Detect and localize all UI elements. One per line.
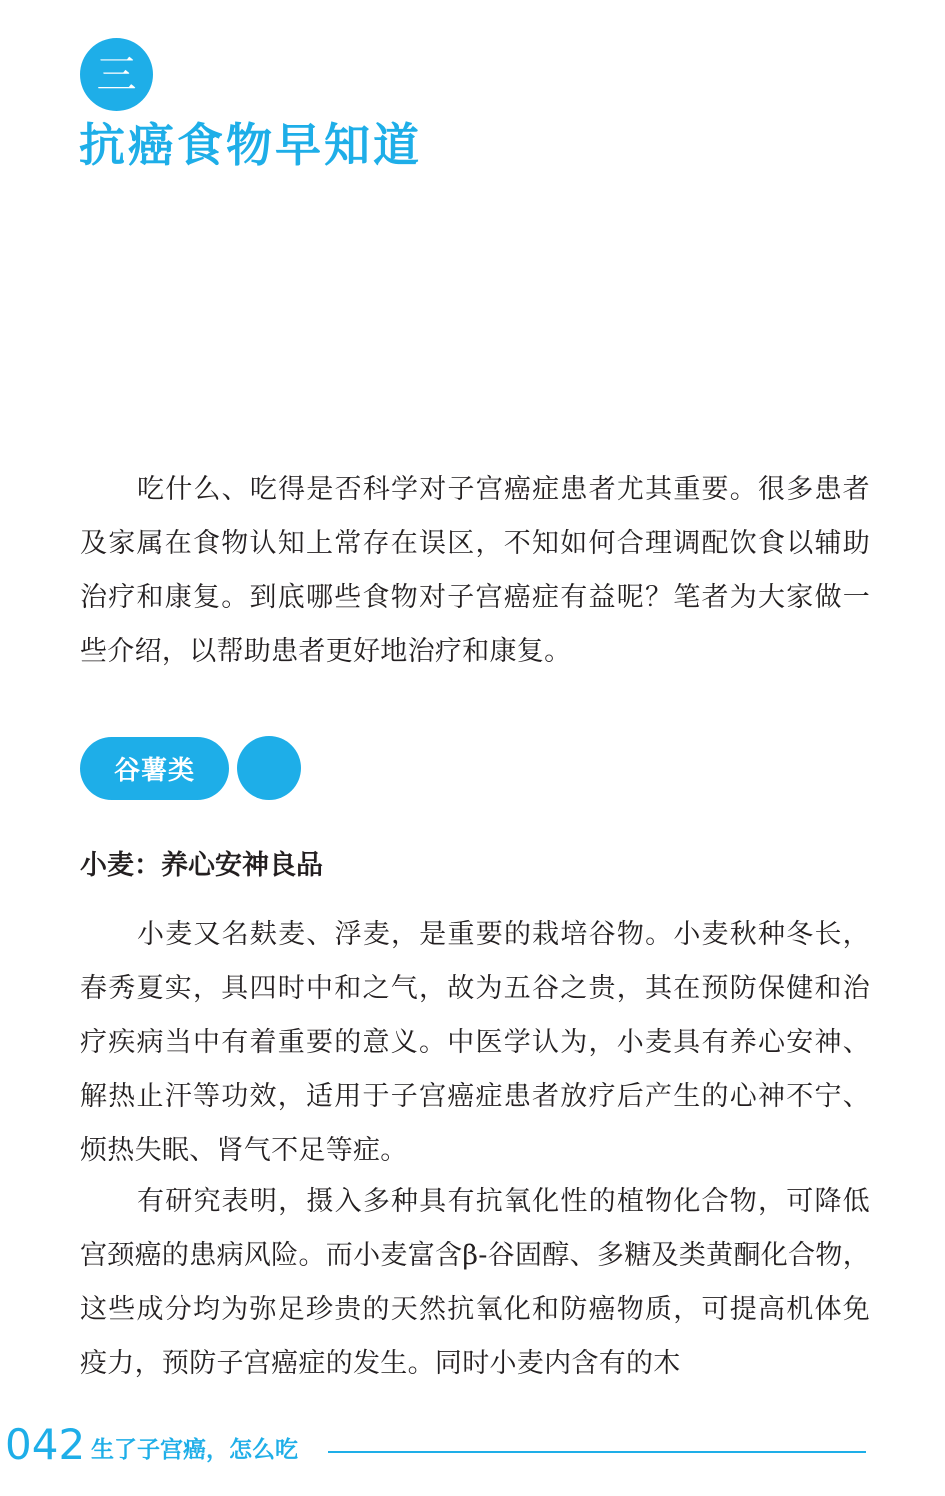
wheat-paragraph-2: 有研究表明，摄入多种具有抗氧化性的植物化合物，可降低宫颈癌的患病风险。而小麦富含β-谷固醇、多糖及类黄酮化合物，这些成分均为弥足珍贵的天然抗氧化和防癌物质，可提高机体免疫力，预防子宫癌症的发生。同时小麦内含有的木 [80, 1186, 870, 1379]
section-decor-dot [237, 736, 301, 800]
intro-paragraph: 吃什么、吃得是否科学对子宫癌症患者尤其重要。很多患者及家属在食物认知上常存在误区，不知如何合理调配饮食以辅助治疗和康复。到底哪些食物对子宫癌症有益呢？笔者为大家做一些介绍，以帮助患者更好地治疗和康复。 [80, 474, 870, 667]
section-label-pill: 谷薯类 [80, 737, 229, 800]
footer-page-number: 042 [5, 1420, 86, 1469]
wheat-paragraph-1: 小麦又名麸麦、浮麦，是重要的栽培谷物。小麦秋种冬长，春秀夏实，具四时中和之气，故为五谷之贵，其在预防保健和治疗疾病当中有着重要的意义。中医学认为，小麦具有养心安神、解热止汗等功效，适用于子宫癌症患者放疗后产生的心神不宁、烦热失眠、肾气不足等症。 [80, 919, 870, 1166]
chapter-title: 抗癌食物早知道 [79, 118, 422, 172]
footer-book-title: 生了子宫癌，怎么吃 [91, 1437, 298, 1463]
wheat-heading: 小麦：养心安神良品 [80, 850, 323, 881]
chapter-number-badge: 三 [80, 38, 153, 111]
footer-rule [328, 1451, 866, 1453]
